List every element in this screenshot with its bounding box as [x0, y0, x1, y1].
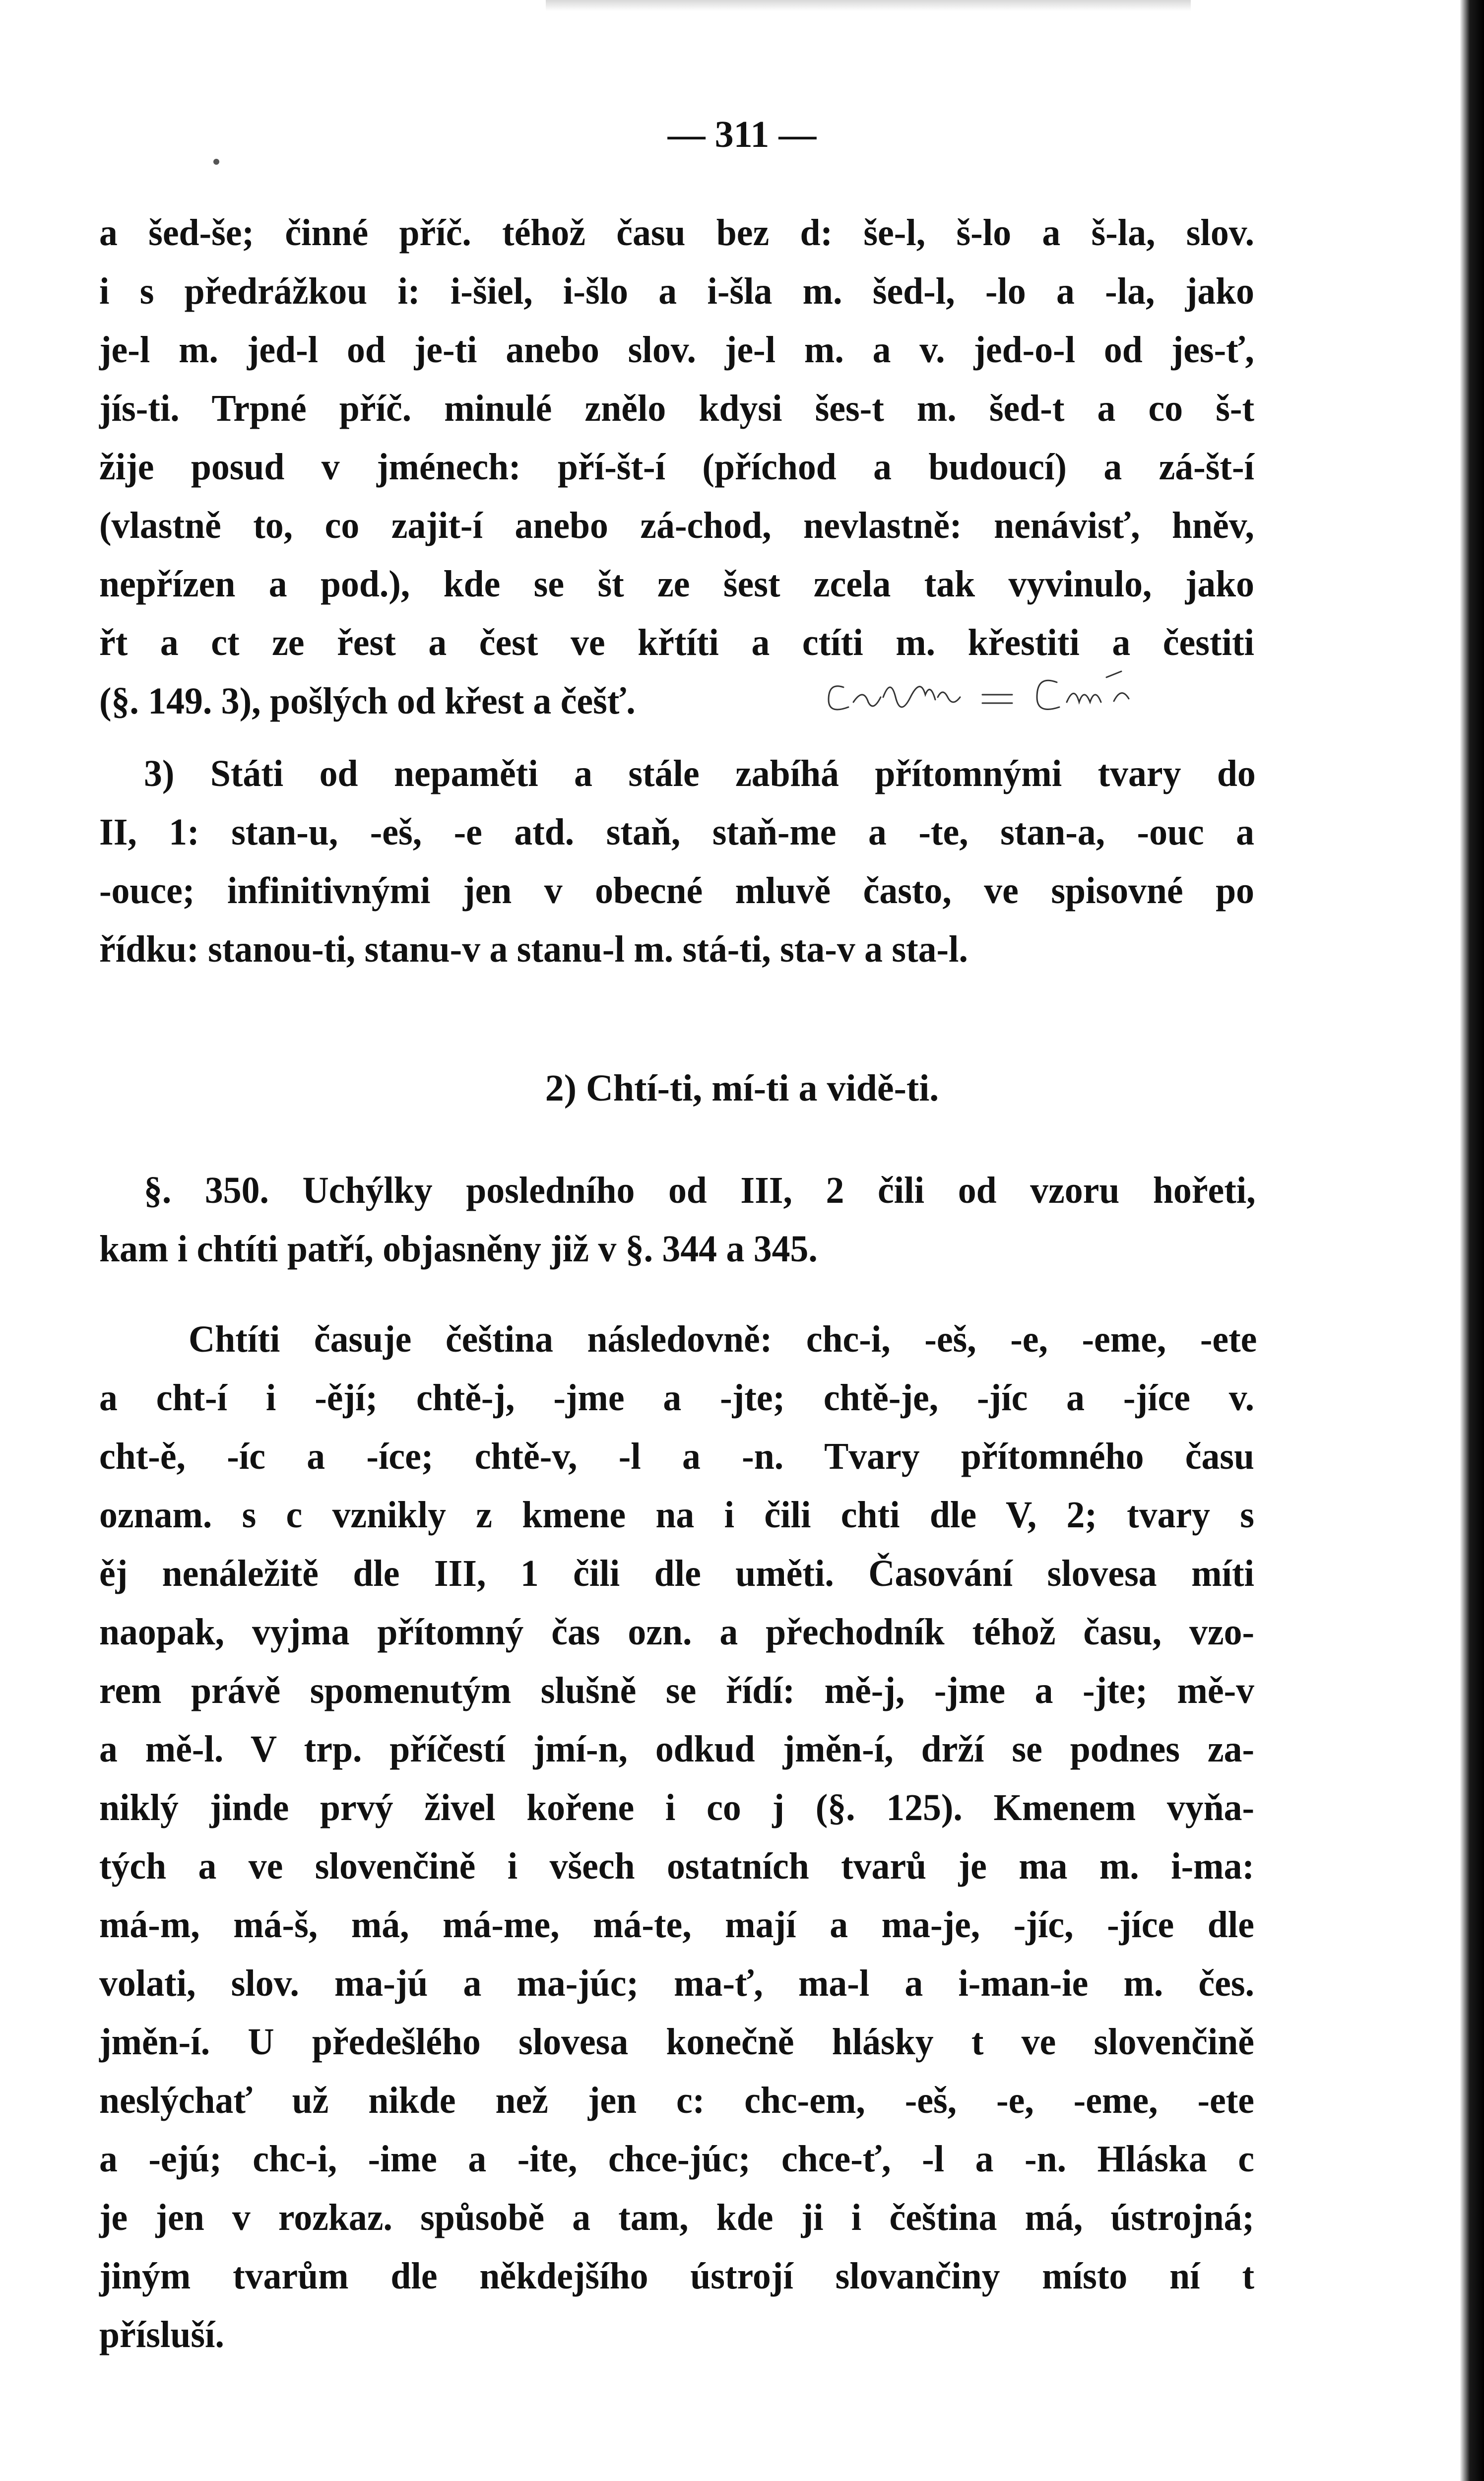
text-line: II, 1: stan-u, -eš, -e atd. staň, staň-me a -te, stan-a, -ouc a — [99, 811, 1254, 853]
text-line: §. 350. Uchýlky posledního od III, 2 čili od vzoru hořeti, — [144, 1170, 1256, 1211]
text-line: Chtíti časuje čeština následovně: chc-i, -eš, -e, -eme, -ete — [189, 1318, 1257, 1360]
paragraph-4-first-line — [189, 1310, 1257, 1369]
margin-speck — [213, 159, 219, 165]
paragraph-4 — [99, 1369, 1254, 2364]
text-line: ěj nenáležitě dle III, 1 čili dle uměti. Časování slovesa míti — [99, 1553, 1254, 1594]
text-line: niklý jinde prvý živel kořene i co j (§. 125). Kmenem vyňa- — [99, 1787, 1254, 1828]
text-line: jměn-í. U předešlého slovesa konečně hlásky t ve slovenčině — [99, 2021, 1254, 2063]
text-line: řídku: stanou-ti, stanu-v a stanu-l m. stá-ti, sta-v a sta-l. — [99, 928, 968, 970]
paragraph-2 — [144, 744, 1256, 803]
text-line: tých a ve slovenčině i všech ostatních tvarů je ma m. i-ma: — [99, 1845, 1254, 1887]
text-line: je jen v rozkaz. spůsobě a tam, kde ji i čeština má, ústrojná; — [99, 2197, 1254, 2238]
text-line: žije posud v jménech: pří-št-í (příchod a budoucí) a zá-št-í — [99, 446, 1254, 488]
text-line: jís-ti. Trpné příč. minulé znělo kdysi šes-t m. šed-t a co š-t — [99, 388, 1254, 429]
paragraph-1 — [99, 203, 1254, 730]
text-line: i s předrážkou i: i-šiel, i-šlo a i-šla m. šed-l, -lo a -la, jako — [99, 270, 1254, 312]
paragraph-3-body — [99, 1220, 1254, 1278]
text-line: rem právě spomenutým slušně se řídí: mě-j, -jme a -jte; mě-v — [99, 1670, 1254, 1711]
text-line: a -ejú; chc-i, -ime a -ite, chce-júc; chce-ť, -l a -n. Hláska c — [99, 2138, 1254, 2180]
text-line: 3) Státi od nepaměti a stále zabíhá přítomnými tvary do — [144, 753, 1256, 794]
paragraph-2-body — [99, 803, 1254, 979]
section-heading: 2) Chtí-ti, mí-ti a vidě-ti. — [545, 1067, 939, 1109]
text-line: -ouce; infinitivnými jen v obecné mluvě často, ve spisovné po — [99, 870, 1254, 912]
text-line: je-l m. jed-l od je-ti anebo slov. je-l m. a v. jed-o-l od jes-ť, — [99, 329, 1254, 371]
text-line: a cht-í i -ějí; chtě-j, -jme a -jte; chtě-je, -jíc a -jíce v. — [99, 1377, 1254, 1419]
text-line: (§. 149. 3), pošlých od křest a češť. — [99, 680, 636, 722]
handwritten-note — [824, 667, 1141, 722]
text-line: nepřízen a pod.), kde se št ze šest zcela tak vyvinulo, jako — [99, 563, 1254, 605]
text-line: a šed-še; činné příč. téhož času bez d: še-l, š-lo a š-la, slov. — [99, 212, 1254, 254]
text-line: přísluší. — [99, 2314, 224, 2355]
text-line: (vlastně to, co zajit-í anebo zá-chod, nevlastně: nenávisť, hněv, — [99, 505, 1254, 546]
text-line: a mě-l. V trp. příčestí jmí-n, odkud jměn-í, drží se podnes za- — [99, 1728, 1254, 1770]
text-line: naopak, vyjma přítomný čas ozn. a přechodník téhož času, vzo- — [99, 1611, 1254, 1653]
text-line: řt a ct ze řest a čest ve křtíti a ctíti m. křestiti a čestiti — [99, 622, 1254, 663]
text-line: jiným tvarům dle někdejšího ústrojí slovančiny místo ní t — [99, 2255, 1254, 2297]
scan-top-shadow — [546, 0, 1191, 11]
text-line: oznam. s c vznikly z kmene na i čili chti dle V, 2; tvary s — [99, 1494, 1254, 1536]
text-line: neslýchať už nikde než jen c: chc-em, -eš, -e, -eme, -ete — [99, 2080, 1254, 2121]
page-number: — 311 — — [667, 114, 817, 155]
text-line: kam i chtíti patří, objasněny již v §. 344 a 345. — [99, 1228, 818, 1270]
paragraph-3 — [144, 1161, 1256, 1220]
text-line: cht-ě, -íc a -íce; chtě-v, -l a -n. Tvary přítomného času — [99, 1436, 1254, 1477]
scan-edge-shadow — [1460, 0, 1484, 2481]
text-line: má-m, má-š, má, má-me, má-te, mají a ma-je, -jíc, -jíce dle — [99, 1904, 1254, 1946]
text-line: volati, slov. ma-jú a ma-júc; ma-ť, ma-l a i-man-ie m. čes. — [99, 1962, 1254, 2004]
